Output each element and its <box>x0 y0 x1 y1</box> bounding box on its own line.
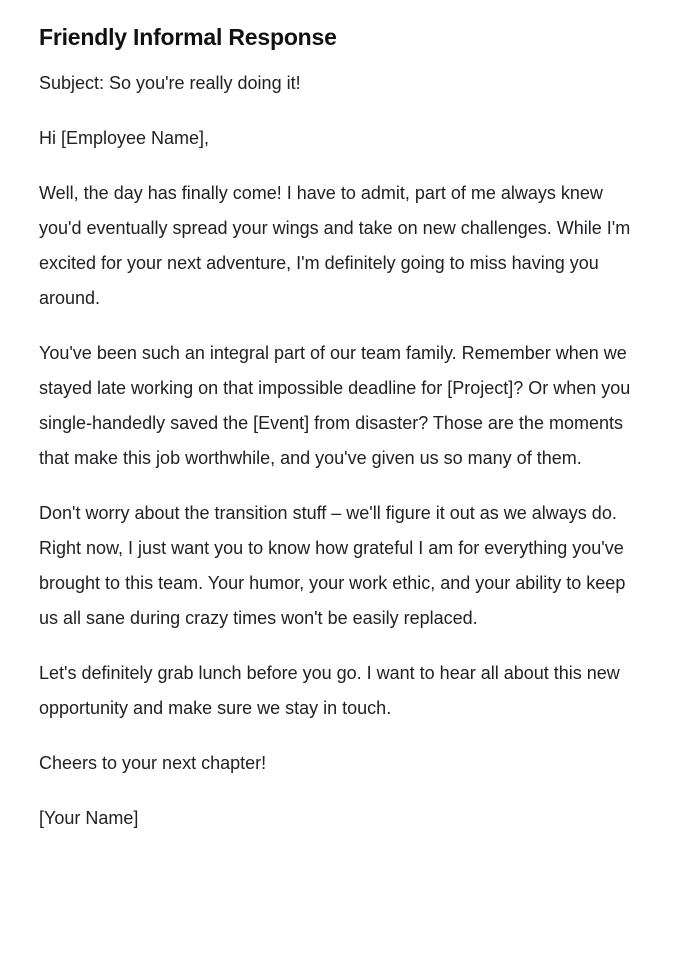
subject-line: Subject: So you're really doing it! <box>39 73 301 93</box>
body-paragraph-3: Don't worry about the transition stuff – we'll figure it out as we always do. Right now, I just want you to know how grateful I am for everything you've brought to this team. Your humor, your work ethic, and your ability to keep us all sane during crazy times won't be easily replaced. <box>39 503 626 628</box>
body-paragraph-4: Let's definitely grab lunch before you go. I want to hear all about this new opportunity and make sure we stay in touch. <box>39 663 620 718</box>
signature-line: [Your Name] <box>39 808 139 828</box>
greeting-line: Hi [Employee Name], <box>39 128 210 148</box>
closing-line: Cheers to your next chapter! <box>39 753 267 773</box>
body-paragraph-2: You've been such an integral part of our team family. Remember when we stayed late working on that impossible deadline for [Project]? Or when you single-handedly saved the [Event] from disaster? Those are the moments that make this job worthwhile, and you've given us so many of them. <box>39 343 631 468</box>
body-paragraph-1: Well, the day has finally come! I have to admit, part of me always knew you'd eventually spread your wings and take on new challenges. While I'm excited for your next adventure, I'm definitely going to miss having you around. <box>39 183 631 308</box>
page-title: Friendly Informal Response <box>39 24 337 50</box>
